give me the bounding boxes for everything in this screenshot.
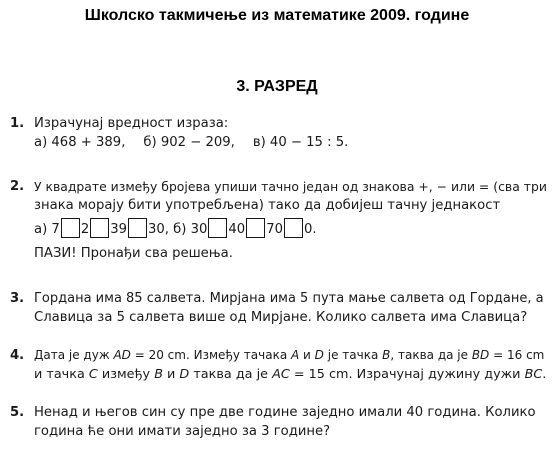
answer-box[interactable]: [128, 218, 147, 238]
equation-b-number: 40: [228, 222, 246, 237]
equation-a-number: 30, б) 30: [147, 222, 208, 237]
expression-b: б) 902 − 209,: [143, 135, 235, 150]
problem-number: 1.: [10, 116, 25, 131]
page-title: Школско такмичење из математике 2009. године: [84, 7, 470, 24]
problem-text-line-2: знака морају бити употребљена) тако да добијеш тачну једнакост: [34, 198, 501, 213]
expression-c: в) 40 − 15 : 5.: [252, 135, 349, 150]
problem-4: [10, 346, 550, 384]
problem-number: 4.: [10, 348, 25, 363]
problem-text-line-1: Гордана има 85 салвета. Мирјана има 5 пута мање салвета од Гордане, а: [34, 291, 544, 306]
answer-box[interactable]: [61, 218, 80, 238]
problem-text-line-1: У квадрате између бројева упиши тачно један од знакова +, − или = (сва три: [34, 179, 547, 194]
problem-note: ПАЗИ! Пронађи сва решења.: [34, 246, 233, 261]
equation-a-number: а) 7: [34, 222, 60, 237]
answer-box[interactable]: [246, 218, 265, 238]
grade-heading: 3. РАЗРЕД: [236, 78, 318, 95]
problem-text-line-1: Дата је дуж AD = 20 cm. Између тачака A и D је тачка B, таква да је BD = 16 cm: [34, 348, 545, 362]
problem-number: 2.: [10, 179, 25, 194]
equation-row: [34, 218, 550, 239]
problem-3: [10, 289, 550, 327]
problem-number: 5.: [10, 405, 25, 420]
problem-5: [10, 403, 550, 441]
expression-a: а) 468 + 389,: [34, 135, 126, 150]
problem-number: 3.: [10, 291, 25, 306]
problem-2: [10, 177, 550, 263]
problem-text: Израчунај вредност израза:: [34, 116, 229, 131]
answer-box[interactable]: [284, 218, 303, 238]
answer-box[interactable]: [90, 218, 109, 238]
problem-text-line-2: Славица за 5 салвета више од Мирјане. Колико салвета има Славица?: [34, 310, 528, 325]
problem-text-line-2: година ће они имати заједно за 3 године?: [34, 424, 331, 439]
equation-a-number: 39: [110, 222, 127, 237]
problem-expressions: [34, 133, 550, 152]
equation-b-number: 70: [266, 222, 283, 237]
answer-box[interactable]: [208, 218, 227, 238]
equation-a-number: 2: [80, 222, 90, 237]
equation-b-number: 0.: [303, 222, 317, 237]
problem-text-line-2: и тачка C између B и D таква да је AC = 15 cm. Израчунај дужину дужи BC.: [34, 367, 547, 382]
problem-1: [10, 114, 550, 152]
problem-text-line-1: Ненад и његов син су пре две године заједно имали 40 година. Колико: [34, 405, 536, 420]
